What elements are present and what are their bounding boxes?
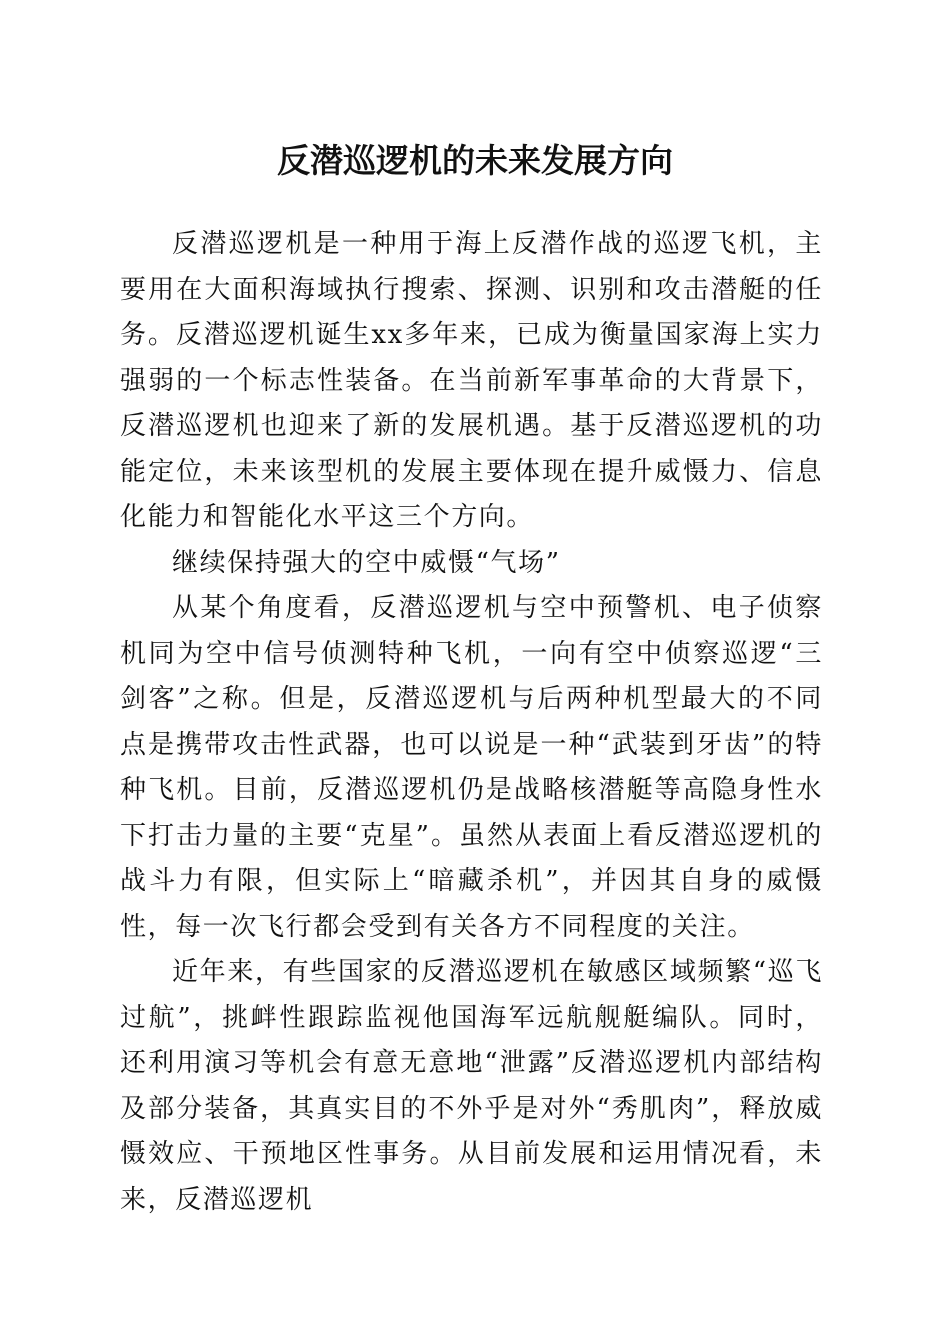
document-title: 反潜巡逻机的未来发展方向 (277, 141, 673, 180)
paragraph-recent-years: 近年来，有些国家的反潜巡逻机在敏感区域频繁“巡飞过航”，挑衅性跟踪监视他国海军远航舰艇编队。同时，还利用演习等机会有意无意地“泄露”反潜巡逻机内部结构及部分装备，其真实目的不外乎是对外“秀肌肉”，释放威慑效应、干预地区性事务。从目前发展和运用情况看，未来，反潜巡逻机 (120, 957, 823, 1215)
paragraph-intro: 反潜巡逻机是一种用于海上反潜作战的巡逻飞机，主要用在大面积海域执行搜索、探测、识别和攻击潜艇的任务。反潜巡逻机诞生xx多年来，已成为衡量国家海上实力强弱的一个标志性装备。在当前新军事革命的大背景下，反潜巡逻机也迎来了新的发展机遇。基于反潜巡逻机的功能定位，未来该型机的发展主要体现在提升威慑力、信息化能力和智能化水平这三个方向。 (120, 229, 823, 532)
section-heading: 继续保持强大的空中威慑“气场” (172, 547, 561, 578)
paragraph-deterrence: 从某个角度看，反潜巡逻机与空中预警机、电子侦察机同为空中信号侦测特种飞机，一向有空中侦察巡逻“三剑客”之称。但是，反潜巡逻机与后两种机型最大的不同点是携带攻击性武器，也可以说是一种“武装到牙齿”的特种飞机。目前，反潜巡逻机仍是战略核潜艇等高隐身性水下打击力量的主要“克星”。虽然从表面上看反潜巡逻机的战斗力有限，但实际上“暗藏杀机”，并因其自身的威慑性，每一次飞行都会受到有关各方不同程度的关注。 (120, 593, 823, 942)
document-body (120, 222, 823, 1223)
